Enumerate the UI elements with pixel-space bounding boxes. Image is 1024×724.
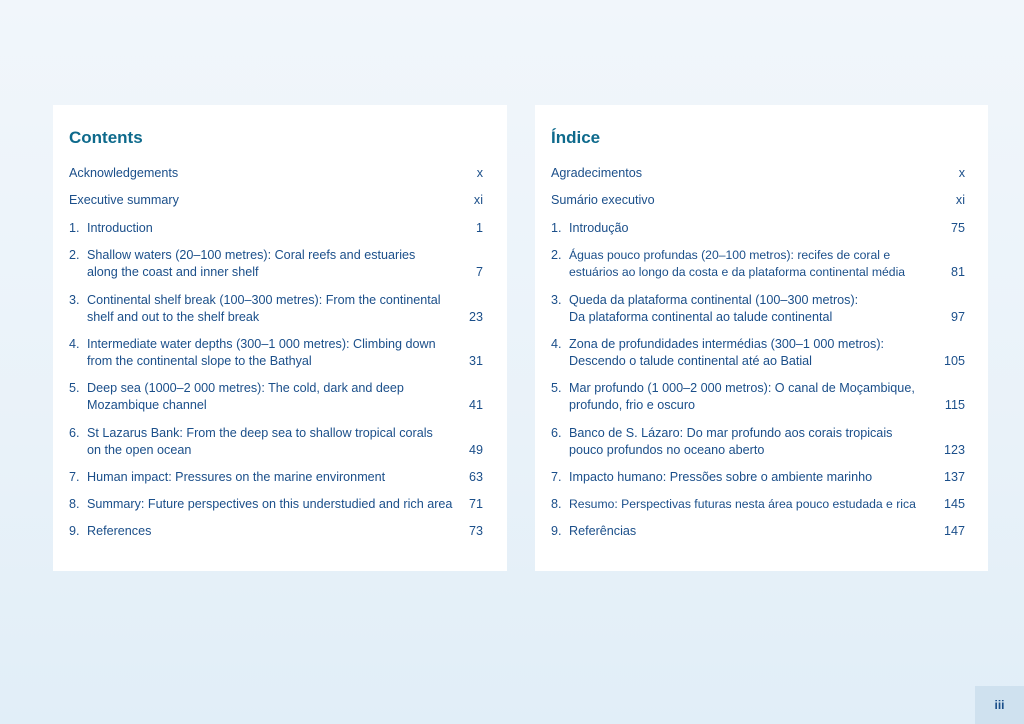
toc-entry-page: 75	[950, 221, 965, 235]
toc-entry-page: 145	[943, 497, 965, 511]
indice-panel	[535, 105, 988, 571]
toc-entry-number: 6.	[69, 426, 80, 440]
toc-entry-number: 7.	[69, 470, 80, 484]
toc-entry-title: Referências	[569, 524, 637, 538]
toc-entry-number: 6.	[551, 426, 562, 440]
toc-entry-number: 2.	[69, 248, 80, 262]
toc-entry-page: x	[476, 166, 483, 180]
toc-entry-page: 23	[468, 310, 483, 324]
toc-entry-title: Introdução	[569, 221, 629, 235]
toc-entry-page: xi	[955, 193, 965, 207]
toc-entry-title: Mar profundo (1 000–2 000 metros): O canal de Moçambique, profundo, frio e oscuro	[569, 381, 915, 412]
toc-entry-title: Deep sea (1000–2 000 metres): The cold, dark and deep Mozambique channel	[87, 381, 404, 412]
toc-entry-number: 2.	[551, 248, 562, 262]
toc-entry-page: 41	[468, 398, 483, 412]
toc-entry-page: 63	[468, 470, 483, 484]
indice-title: Índice	[551, 128, 601, 147]
toc-entry-number: 3.	[551, 293, 562, 307]
toc-entry-title: Zona de profundidades intermédias (300–1 000 metros): Descendo o talude continental até ao Batial	[569, 337, 885, 368]
toc-entry-title: St Lazarus Bank: From the deep sea to shallow tropical corals on the open ocean	[87, 426, 433, 457]
toc-entry-title: Banco de S. Lázaro: Do mar profundo aos corais tropicais pouco profundos no oceano aberto	[569, 426, 893, 457]
toc-entry-number: 1.	[69, 221, 80, 235]
toc-entry-page: x	[958, 166, 965, 180]
toc-entry-page: 115	[944, 398, 965, 412]
toc-entry-number: 5.	[69, 381, 80, 395]
toc-entry-number: 9.	[551, 524, 562, 538]
toc-entry-page: 105	[943, 354, 965, 368]
toc-entry-title: Executive summary	[69, 193, 179, 207]
toc-entry-title: Introduction	[87, 221, 153, 235]
toc-entry-number: 3.	[69, 293, 80, 307]
toc-entry-number: 4.	[551, 337, 562, 351]
toc-entry-page: 1	[475, 221, 483, 235]
toc-entry-page: 31	[468, 354, 483, 368]
toc-entry-title: Acknowledgements	[69, 166, 179, 180]
toc-entry-title: Queda da plataforma continental (100–300 metros): Da plataforma continental ao talude continental	[569, 293, 859, 324]
toc-entry-title: Águas pouco profundas (20–100 metros): recifes de coral e estuários ao longo da costa e da plataforma continental média	[569, 248, 906, 279]
contents-title: Contents	[69, 128, 143, 147]
toc-entry-number: 1.	[551, 221, 562, 235]
toc-entry-number: 8.	[551, 497, 562, 511]
toc-entry-title: Continental shelf break (100–300 metres): From the continental shelf and out to the shelf break	[87, 293, 441, 324]
toc-entry-title: References	[87, 524, 152, 538]
contents-panel	[53, 105, 507, 571]
toc-entry-number: 7.	[551, 470, 562, 484]
toc-entry-page: 81	[950, 265, 965, 279]
toc-entry-page: xi	[473, 193, 483, 207]
toc-entry-title: Impacto humano: Pressões sobre o ambiente marinho	[569, 470, 873, 484]
toc-entry-number: 9.	[69, 524, 80, 538]
toc-entry-number: 8.	[69, 497, 80, 511]
toc-entry-title: Human impact: Pressures on the marine environment	[87, 470, 386, 484]
toc-entry-page: 73	[468, 524, 483, 538]
toc-entry-number: 5.	[551, 381, 562, 395]
toc-entry-title: Shallow waters (20–100 metres): Coral reefs and estuaries along the coast and inner shelf	[87, 248, 416, 279]
toc-entry-page: 147	[943, 524, 965, 538]
toc-entry-page: 49	[468, 443, 483, 457]
toc-entry-page: 97	[950, 310, 965, 324]
toc-entry-page: 137	[943, 470, 965, 484]
page-number-badge: iii	[975, 686, 1024, 724]
toc-entry-title: Intermediate water depths (300–1 000 metres): Climbing down from the continental slope to the Bathyal	[87, 337, 436, 368]
toc-entry-title: Sumário executivo	[551, 193, 655, 207]
toc-entry-number: 4.	[69, 337, 80, 351]
toc-entry-page: 123	[943, 443, 965, 457]
toc-entry-title: Agradecimentos	[551, 166, 643, 180]
toc-entry-title: Resumo: Perspectivas futuras nesta área pouco estudada e rica	[569, 497, 916, 511]
toc-entry-page: 71	[468, 497, 483, 511]
toc-entry-page: 7	[475, 265, 483, 279]
toc-entry-title: Summary: Future perspectives on this understudied and rich area	[87, 497, 453, 511]
